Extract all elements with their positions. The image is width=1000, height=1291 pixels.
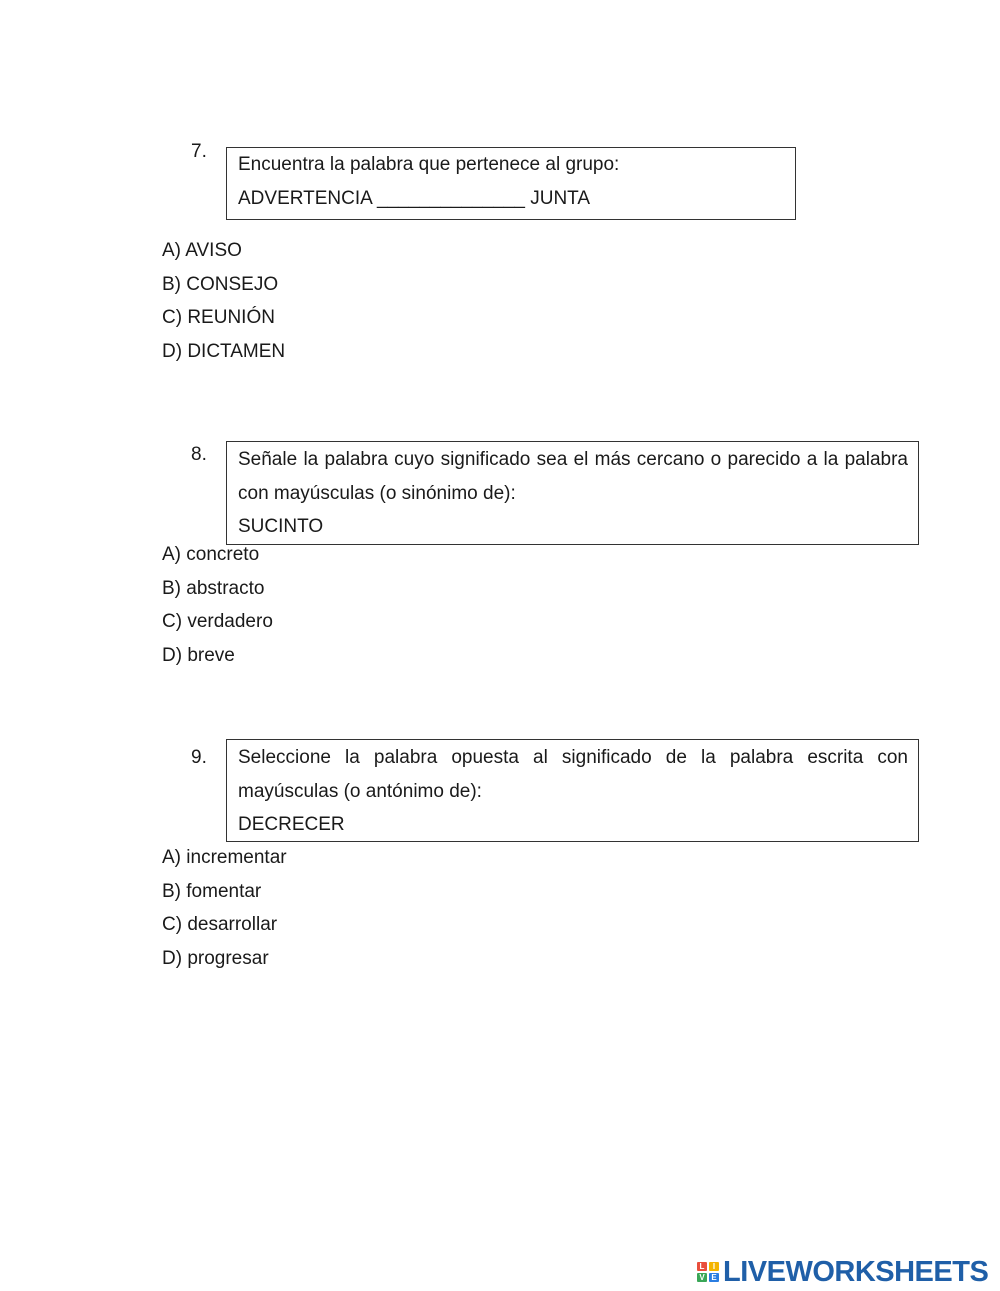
- question-8-prompt-word: SUCINTO: [238, 516, 324, 537]
- logo-tiles-icon: [697, 1262, 719, 1282]
- question-7-options: [162, 240, 285, 375]
- question-7-prompt-line-1: Encuentra la palabra que pertenece al grupo:: [238, 154, 620, 175]
- question-9-options: [162, 847, 287, 982]
- question-9-prompt-word: DECRECER: [238, 814, 345, 835]
- question-8-option-c[interactable]: C) verdadero: [162, 611, 273, 633]
- question-8-prompt-box: [226, 441, 919, 545]
- question-9-prompt-box: [226, 739, 919, 842]
- question-9-option-b[interactable]: B) fomentar: [162, 880, 262, 902]
- question-7-option-a[interactable]: A) AVISO: [162, 240, 242, 261]
- question-7-option-c[interactable]: C) REUNIÓN: [162, 307, 275, 329]
- question-9-prompt-text: Seleccione la palabra opuesta al significado de la palabra escrita con mayúsculas (o antónimo de):: [238, 747, 908, 802]
- question-7-prompt-line-2: ADVERTENCIA ______________ JUNTA: [238, 188, 591, 209]
- question-8-option-d[interactable]: D) breve: [162, 645, 235, 667]
- logo-tile-l: L: [697, 1262, 707, 1271]
- liveworksheets-logo: [697, 1257, 988, 1287]
- question-7-prompt-box: [226, 147, 796, 220]
- question-7-number: 7.: [191, 141, 207, 162]
- question-7-option-d[interactable]: D) DICTAMEN: [162, 341, 286, 363]
- logo-tile-v: V: [697, 1273, 707, 1282]
- question-9-option-c[interactable]: C) desarrollar: [162, 914, 278, 936]
- question-7-option-b[interactable]: B) CONSEJO: [162, 273, 279, 295]
- question-8-option-a[interactable]: A) concreto: [162, 544, 260, 565]
- question-8-options: [162, 544, 273, 679]
- logo-tile-e: E: [709, 1273, 719, 1282]
- question-9-option-d[interactable]: D) progresar: [162, 948, 269, 970]
- question-8-option-b[interactable]: B) abstracto: [162, 577, 265, 599]
- question-9-number: 9.: [191, 747, 207, 768]
- question-8-number: 8.: [191, 444, 207, 465]
- logo-tile-i: I: [709, 1262, 719, 1271]
- question-8-prompt-text: Señale la palabra cuyo significado sea el más cercano o parecido a la palabra con mayúsculas (o sinónimo de):: [238, 449, 908, 504]
- logo-text: LIVEWORKSHEETS: [723, 1255, 989, 1288]
- question-9-option-a[interactable]: A) incrementar: [162, 847, 287, 868]
